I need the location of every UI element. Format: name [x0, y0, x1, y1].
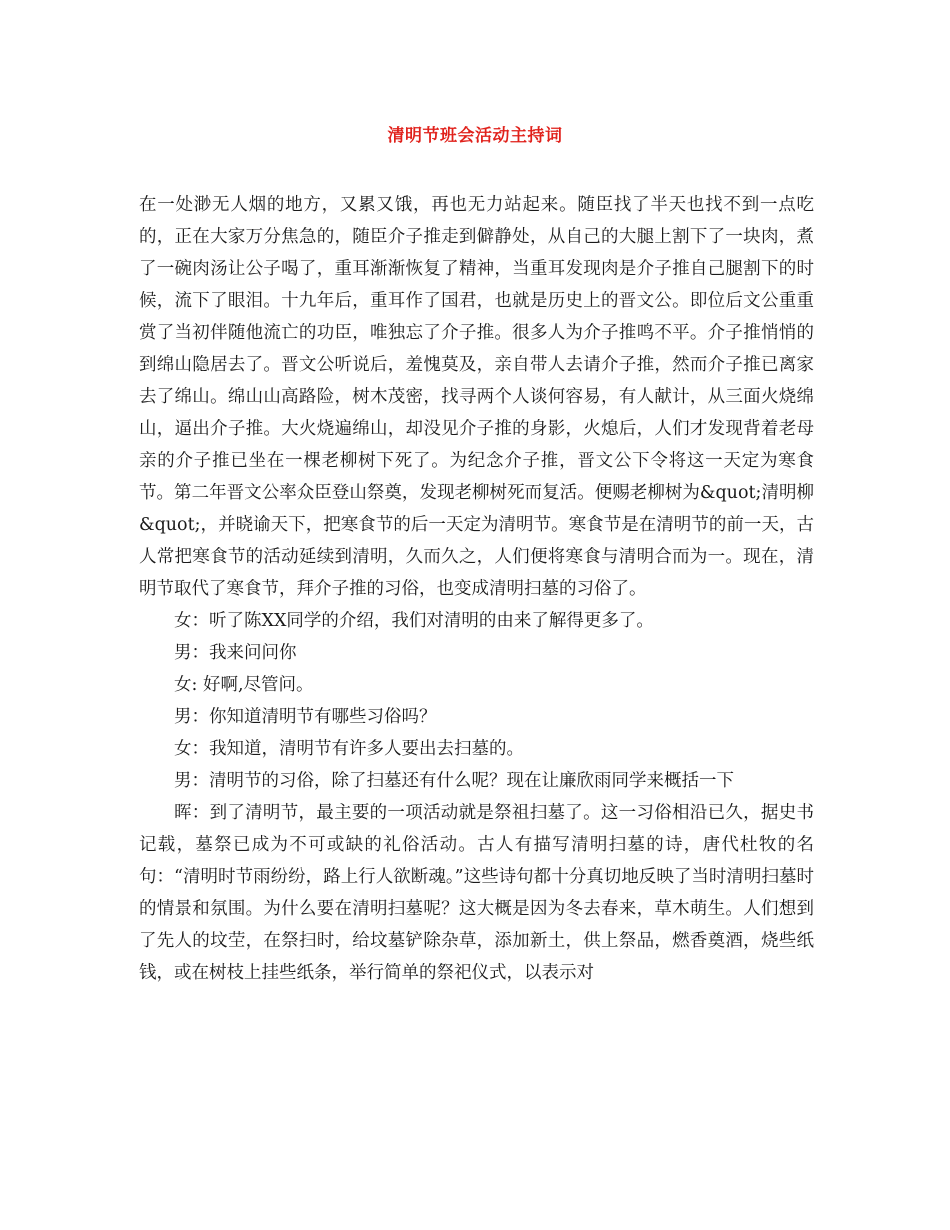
dialogue-line: 男：我来问问你 [174, 643, 297, 663]
dialogue-line: 男：你知道清明节有哪些习俗吗？ [174, 707, 437, 727]
document-body [139, 189, 814, 989]
paragraph-story: 在一处渺无人烟的地方，又累又饿，再也无力站起来。随臣找了半天也找不到一点吃的，正在大家万分焦急的，随臣介子推走到僻静处，从自己的大腿上割下了一块肉，煮了一碗肉汤让公子喝了，重耳渐渐恢复了精神，当重耳发现肉是介子推自己腿割下的时候，流下了眼泪。十九年后，重耳作了国君，也就是历史上的晋文公。即位后文公重重赏了当初伴随他流亡的功臣，唯独忘了介子推。很多人为介子推鸣不平。介子推悄悄的到绵山隐居去了。晋文公听说后，羞愧莫及，亲自带人去请介子推，然而介子推已离家去了绵山。绵山山高路险，树木茂密，找寻两个人谈何容易，有人献计，从三面火烧绵山，逼出介子推。大火烧遍绵山，却没见介子推的身影，火熄后，人们才发现背着老母亲的介子推已坐在一棵老柳树下死了。为纪念介子推，晋文公下令将这一天定为寒食节。第二年晋文公率众臣登山祭奠，发现老柳树死而复活。便赐老柳树为&quot;清明柳&quot;，并晓谕天下，把寒食节的后一天定为清明节。寒食节是在清明节的前一天，古人常把寒食节的活动延续到清明，久而久之，人们便将寒食与清明合而为一。现在，清明节取代了寒食节，拜介子推的习俗，也变成清明扫墓的习俗了。 [139, 195, 814, 599]
document-title: 清明节班会活动主持词 [387, 126, 563, 146]
dialogue-line: 男：清明节的习俗，除了扫墓还有什么呢？现在让廉欣雨同学来概括一下 [174, 771, 734, 791]
dialogue-line: 女: 好啊,尽管问。 [174, 675, 314, 695]
paragraph-customs: 晖：到了清明节，最主要的一项活动就是祭祖扫墓了。这一习俗相沿已久，据史书记载，墓祭已成为不可或缺的礼俗活动。古人有描写清明扫墓的诗，唐代杜牧的名句：“清明时节雨纷纷，路上行人欲断魂。”这些诗句都十分真切地反映了当时清明扫墓时的情景和氛围。为什么要在清明扫墓呢？这大概是因为冬去春来，草木萌生。人们想到了先人的坟茔，在祭扫时，给坟墓铲除杂草，添加新土，供上祭品，燃香奠酒，烧些纸钱，或在树枝上挂些纸条，举行简单的祭祀仪式，以表示对 [139, 803, 814, 983]
dialogue-line: 女：听了陈XX同学的介绍，我们对清明的由来了解得更多了。 [174, 611, 654, 631]
dialogue-line: 女：我知道，清明节有许多人要出去扫墓的。 [174, 739, 524, 759]
